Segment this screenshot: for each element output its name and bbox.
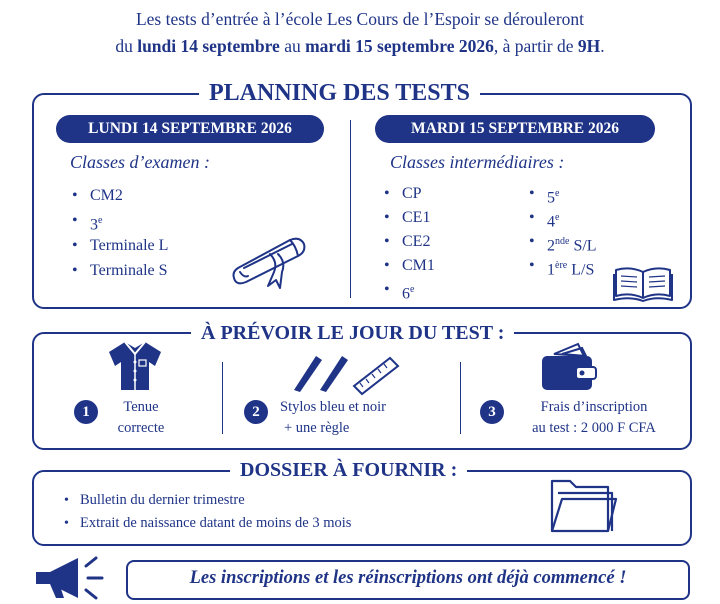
list-item: • 1ère L/S bbox=[527, 253, 597, 277]
intro-line-2: du lundi 14 septembre au mardi 15 septembre 2026, à partir de 9H. bbox=[115, 36, 605, 56]
prevoir-divider-1 bbox=[222, 362, 223, 434]
day2-class-list-2 bbox=[527, 181, 597, 277]
intro-line-1: Les tests d’entrée à l’école Les Cours de l’Espoir se dérouleront bbox=[135, 9, 585, 29]
prevoir-item-1-text: Tenue correcte bbox=[117, 399, 165, 436]
list-item: • CM1 bbox=[382, 253, 435, 277]
day2-subtitle: Classes intermédiaires : bbox=[390, 152, 565, 172]
day1-class-list bbox=[70, 183, 168, 283]
list-item: • 6e bbox=[382, 277, 435, 301]
day2-class-list-1 bbox=[382, 181, 435, 301]
prevoir-item-2-text: Stylos bleu et noir + une règle bbox=[280, 399, 386, 436]
day1-pill: LUNDI 14 SEPTEMBRE 2026 bbox=[56, 115, 324, 143]
list-item: • 3e bbox=[70, 208, 168, 233]
list-item: • CP bbox=[382, 181, 435, 205]
pens-ruler-icon bbox=[290, 350, 400, 394]
list-item: • CE1 bbox=[382, 205, 435, 229]
list-item: • 4e bbox=[527, 205, 597, 229]
planning-divider bbox=[350, 120, 351, 298]
list-item: • 2nde S/L bbox=[527, 229, 597, 253]
list-item: • Terminale S bbox=[70, 258, 168, 283]
planning-title: PLANNING DES TESTS bbox=[199, 78, 480, 108]
megaphone-icon bbox=[32, 554, 112, 604]
day1-subtitle: Classes d’examen : bbox=[70, 152, 210, 172]
list-item: • Terminale L bbox=[70, 233, 168, 258]
prevoir-number-1: 1 bbox=[74, 400, 98, 424]
list-item: • Extrait de naissance datant de moins de 3 mois bbox=[62, 512, 351, 535]
wallet-icon bbox=[540, 340, 598, 392]
list-item: • CE2 bbox=[382, 229, 435, 253]
folder-icon bbox=[548, 473, 618, 537]
day2-pill: MARDI 15 SEPTEMBRE 2026 bbox=[375, 115, 655, 143]
list-item: • 5e bbox=[527, 181, 597, 205]
shirt-icon bbox=[107, 340, 163, 392]
dossier-list bbox=[62, 489, 351, 535]
diploma-icon bbox=[230, 232, 320, 292]
prevoir-number-2: 2 bbox=[244, 400, 268, 424]
list-item: • Bulletin du dernier trimestre bbox=[62, 489, 351, 512]
book-icon bbox=[612, 264, 674, 302]
dossier-title: DOSSIER À FOURNIR : bbox=[230, 457, 467, 483]
prevoir-divider-2 bbox=[460, 362, 461, 434]
prevoir-item-3-text: Frais d’inscription au test : 2 000 F CFA bbox=[532, 399, 656, 436]
prevoir-title: À PRÉVOIR LE JOUR DU TEST : bbox=[191, 320, 514, 346]
announcement-text: Les inscriptions et les réinscriptions ont déjà commencé ! bbox=[189, 568, 627, 588]
prevoir-number-3: 3 bbox=[480, 400, 504, 424]
list-item: • CM2 bbox=[70, 183, 168, 208]
